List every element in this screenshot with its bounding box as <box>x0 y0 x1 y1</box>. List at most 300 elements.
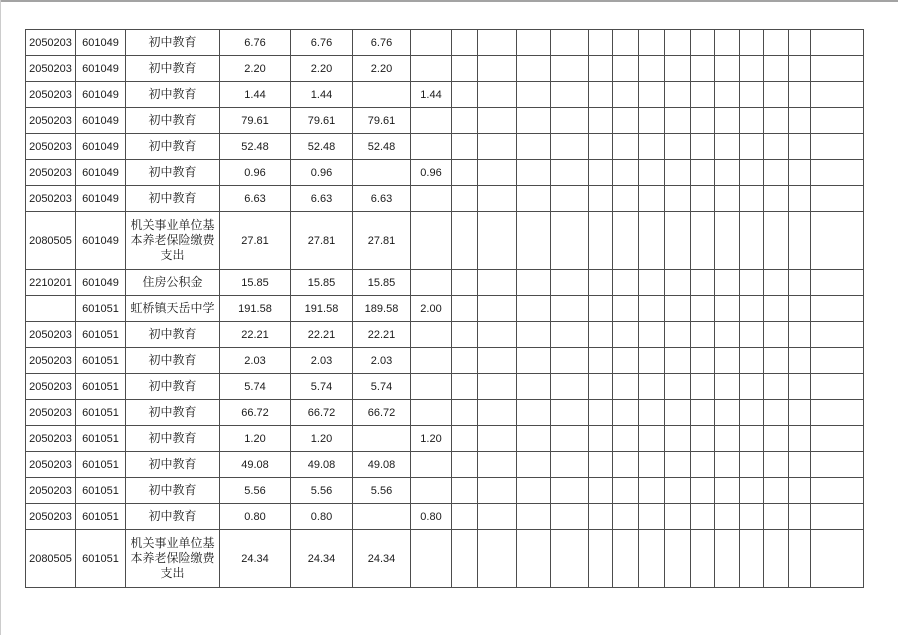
table-cell <box>411 134 452 160</box>
table-cell <box>452 270 478 296</box>
table-cell <box>811 374 864 400</box>
table-cell <box>613 134 639 160</box>
table-cell <box>478 374 517 400</box>
table-cell <box>589 56 613 82</box>
table-cell <box>715 452 740 478</box>
table-cell <box>691 212 715 270</box>
table-cell: 2.03 <box>220 348 291 374</box>
table-cell <box>740 56 764 82</box>
table-cell <box>715 212 740 270</box>
table-cell <box>517 322 551 348</box>
table-cell: 初中教育 <box>126 56 220 82</box>
table-cell <box>517 160 551 186</box>
table-cell: 初中教育 <box>126 82 220 108</box>
table-row <box>26 296 864 322</box>
table-cell <box>764 160 789 186</box>
table-cell <box>517 186 551 212</box>
table-cell: 6.76 <box>291 30 353 56</box>
table-cell: 5.56 <box>353 478 411 504</box>
table-cell <box>411 322 452 348</box>
table-cell <box>478 478 517 504</box>
table-cell <box>613 426 639 452</box>
table-cell <box>691 186 715 212</box>
table-cell <box>551 400 589 426</box>
table-cell: 2050203 <box>26 30 76 56</box>
table-cell <box>452 452 478 478</box>
table-cell: 601051 <box>76 322 126 348</box>
table-cell <box>691 322 715 348</box>
table-cell <box>691 56 715 82</box>
table-cell <box>691 296 715 322</box>
table-row <box>26 82 864 108</box>
table-cell <box>789 426 811 452</box>
table-row <box>26 56 864 82</box>
table-cell: 79.61 <box>353 108 411 134</box>
table-cell <box>517 82 551 108</box>
table-cell <box>740 134 764 160</box>
table-cell: 2050203 <box>26 108 76 134</box>
table-cell: 27.81 <box>220 212 291 270</box>
table-cell <box>639 374 665 400</box>
table-cell <box>551 82 589 108</box>
table-cell: 初中教育 <box>126 504 220 530</box>
table-cell <box>589 134 613 160</box>
table-cell: 5.56 <box>291 478 353 504</box>
table-cell <box>715 134 740 160</box>
table-cell <box>517 212 551 270</box>
table-cell <box>639 56 665 82</box>
table-cell <box>589 452 613 478</box>
table-cell <box>811 56 864 82</box>
table-cell: 0.96 <box>291 160 353 186</box>
table-cell <box>740 186 764 212</box>
table-cell: 2.20 <box>291 56 353 82</box>
table-cell <box>811 30 864 56</box>
table-cell <box>551 296 589 322</box>
table-cell <box>517 296 551 322</box>
table-cell <box>740 452 764 478</box>
table-cell <box>517 400 551 426</box>
table-cell: 2050203 <box>26 504 76 530</box>
table-cell: 601051 <box>76 426 126 452</box>
table-cell <box>551 452 589 478</box>
table-cell <box>715 348 740 374</box>
table-cell <box>639 504 665 530</box>
table-cell: 22.21 <box>220 322 291 348</box>
table-cell <box>715 160 740 186</box>
table-cell <box>789 270 811 296</box>
table-row <box>26 504 864 530</box>
table-cell <box>452 56 478 82</box>
table-cell <box>764 108 789 134</box>
table-cell <box>517 452 551 478</box>
table-cell <box>639 186 665 212</box>
table-cell: 601049 <box>76 134 126 160</box>
table-cell <box>517 374 551 400</box>
table-cell <box>517 426 551 452</box>
table-cell <box>411 400 452 426</box>
table-row <box>26 186 864 212</box>
table-cell <box>589 374 613 400</box>
table-cell <box>589 400 613 426</box>
table-cell <box>691 82 715 108</box>
table-cell <box>715 108 740 134</box>
table-cell <box>764 134 789 160</box>
table-cell <box>789 530 811 588</box>
table-cell: 5.74 <box>353 374 411 400</box>
table-cell <box>452 504 478 530</box>
table-cell <box>613 82 639 108</box>
table-cell: 15.85 <box>353 270 411 296</box>
table-cell <box>691 30 715 56</box>
table-cell <box>789 212 811 270</box>
table-cell <box>740 322 764 348</box>
table-cell <box>740 426 764 452</box>
table-cell <box>691 504 715 530</box>
table-cell <box>589 322 613 348</box>
table-cell <box>478 108 517 134</box>
table-cell: 2050203 <box>26 186 76 212</box>
table-cell <box>452 296 478 322</box>
table-cell <box>613 212 639 270</box>
table-cell <box>764 348 789 374</box>
table-cell <box>740 30 764 56</box>
table-cell: 601051 <box>76 348 126 374</box>
table-cell <box>811 452 864 478</box>
table-cell <box>665 322 691 348</box>
table-cell <box>789 160 811 186</box>
table-cell <box>764 56 789 82</box>
table-cell: 49.08 <box>220 452 291 478</box>
table-cell <box>639 348 665 374</box>
table-cell <box>551 212 589 270</box>
table-cell <box>26 296 76 322</box>
table-cell: 27.81 <box>353 212 411 270</box>
table-cell <box>811 186 864 212</box>
table-cell <box>789 296 811 322</box>
table-cell <box>764 400 789 426</box>
table-cell: 49.08 <box>291 452 353 478</box>
table-cell <box>551 530 589 588</box>
table-cell: 601051 <box>76 452 126 478</box>
table-cell: 6.63 <box>220 186 291 212</box>
table-row <box>26 374 864 400</box>
table-cell: 2210201 <box>26 270 76 296</box>
table-row <box>26 530 864 588</box>
table-cell <box>764 426 789 452</box>
table-cell <box>691 108 715 134</box>
table-cell <box>411 186 452 212</box>
table-cell <box>715 530 740 588</box>
table-cell <box>452 134 478 160</box>
table-cell <box>740 348 764 374</box>
table-cell <box>613 108 639 134</box>
table-cell: 601049 <box>76 270 126 296</box>
table-cell <box>639 212 665 270</box>
table-cell <box>740 400 764 426</box>
table-cell <box>691 530 715 588</box>
table-cell <box>517 348 551 374</box>
table-cell <box>353 160 411 186</box>
table-cell <box>411 452 452 478</box>
table-cell <box>665 186 691 212</box>
table-cell: 52.48 <box>291 134 353 160</box>
table-cell <box>691 452 715 478</box>
table-cell <box>811 426 864 452</box>
table-cell: 2050203 <box>26 56 76 82</box>
table-cell <box>639 296 665 322</box>
table-cell: 2050203 <box>26 160 76 186</box>
table-row <box>26 270 864 296</box>
table-row <box>26 452 864 478</box>
table-row <box>26 30 864 56</box>
table-cell <box>589 212 613 270</box>
table-cell: 27.81 <box>291 212 353 270</box>
table-cell: 5.74 <box>220 374 291 400</box>
table-cell <box>452 108 478 134</box>
table-cell: 15.85 <box>291 270 353 296</box>
table-cell <box>764 30 789 56</box>
table-cell <box>589 108 613 134</box>
table-cell: 601049 <box>76 56 126 82</box>
table-cell: 初中教育 <box>126 478 220 504</box>
table-cell: 601051 <box>76 374 126 400</box>
table-cell <box>478 348 517 374</box>
table-cell <box>613 296 639 322</box>
table-cell: 初中教育 <box>126 30 220 56</box>
table-row <box>26 400 864 426</box>
table-cell <box>715 374 740 400</box>
table-cell <box>411 530 452 588</box>
table-cell <box>665 504 691 530</box>
table-cell <box>715 296 740 322</box>
table-cell <box>411 56 452 82</box>
table-cell <box>715 322 740 348</box>
table-cell <box>452 160 478 186</box>
table-cell <box>639 322 665 348</box>
table-cell <box>639 160 665 186</box>
table-cell <box>811 348 864 374</box>
table-cell <box>589 160 613 186</box>
table-cell: 601051 <box>76 530 126 588</box>
table-cell <box>478 186 517 212</box>
table-cell: 2050203 <box>26 452 76 478</box>
table-cell <box>764 530 789 588</box>
table-cell <box>764 322 789 348</box>
table-cell <box>613 186 639 212</box>
table-cell <box>478 322 517 348</box>
table-cell <box>740 296 764 322</box>
table-cell: 601051 <box>76 400 126 426</box>
table-cell <box>789 186 811 212</box>
table-cell: 初中教育 <box>126 400 220 426</box>
table-cell: 601049 <box>76 186 126 212</box>
table-cell <box>715 30 740 56</box>
table-cell <box>478 82 517 108</box>
table-cell <box>665 160 691 186</box>
table-cell <box>639 426 665 452</box>
table-cell <box>740 160 764 186</box>
table-cell <box>789 30 811 56</box>
table-cell <box>452 530 478 588</box>
table-cell <box>639 134 665 160</box>
table-cell <box>740 270 764 296</box>
table-cell: 2050203 <box>26 134 76 160</box>
table-cell <box>764 82 789 108</box>
table-row <box>26 322 864 348</box>
table-cell <box>353 82 411 108</box>
table-cell <box>411 108 452 134</box>
table-cell <box>517 56 551 82</box>
table-cell: 1.20 <box>291 426 353 452</box>
table-cell <box>764 504 789 530</box>
table-cell <box>665 30 691 56</box>
table-cell <box>665 296 691 322</box>
table-cell <box>665 134 691 160</box>
table-cell <box>691 134 715 160</box>
table-cell <box>551 426 589 452</box>
table-cell: 66.72 <box>291 400 353 426</box>
table-cell <box>789 478 811 504</box>
table-cell: 2.00 <box>411 296 452 322</box>
table-cell <box>411 270 452 296</box>
table-cell <box>613 400 639 426</box>
table-cell <box>764 270 789 296</box>
table-cell <box>691 426 715 452</box>
table-cell: 52.48 <box>220 134 291 160</box>
table-cell <box>551 348 589 374</box>
table-cell <box>639 108 665 134</box>
table-row <box>26 426 864 452</box>
table-cell: 1.20 <box>411 426 452 452</box>
table-cell <box>665 426 691 452</box>
table-cell <box>811 270 864 296</box>
table-cell: 52.48 <box>353 134 411 160</box>
table-cell <box>478 212 517 270</box>
table-cell <box>789 134 811 160</box>
table-cell: 2050203 <box>26 322 76 348</box>
table-cell: 1.44 <box>291 82 353 108</box>
table-cell <box>478 134 517 160</box>
table-cell <box>551 186 589 212</box>
table-row <box>26 134 864 160</box>
table-cell <box>353 426 411 452</box>
table-cell <box>613 270 639 296</box>
table-cell: 0.80 <box>291 504 353 530</box>
table-cell <box>478 426 517 452</box>
table-cell <box>551 160 589 186</box>
table-cell <box>811 530 864 588</box>
page-left-edge <box>0 0 1 635</box>
table-cell: 6.76 <box>353 30 411 56</box>
table-cell <box>665 478 691 504</box>
table-cell <box>478 452 517 478</box>
table-cell <box>789 322 811 348</box>
table-cell: 2050203 <box>26 348 76 374</box>
table-cell <box>789 400 811 426</box>
table-cell <box>517 478 551 504</box>
table-cell: 5.74 <box>291 374 353 400</box>
table-cell <box>740 212 764 270</box>
table-cell: 2050203 <box>26 426 76 452</box>
table-cell <box>715 400 740 426</box>
table-cell: 79.61 <box>220 108 291 134</box>
table-cell: 初中教育 <box>126 426 220 452</box>
table-cell: 初中教育 <box>126 160 220 186</box>
table-cell: 住房公积金 <box>126 270 220 296</box>
table-cell: 6.63 <box>291 186 353 212</box>
table-cell <box>551 56 589 82</box>
table-cell <box>740 530 764 588</box>
table-cell <box>811 134 864 160</box>
table-cell <box>764 186 789 212</box>
table-cell <box>811 296 864 322</box>
table-cell <box>551 478 589 504</box>
table-cell: 2.03 <box>353 348 411 374</box>
table-cell <box>639 82 665 108</box>
table-cell <box>715 186 740 212</box>
table-cell <box>639 530 665 588</box>
table-cell <box>478 400 517 426</box>
table-cell: 24.34 <box>353 530 411 588</box>
table-cell: 66.72 <box>353 400 411 426</box>
table-cell <box>764 212 789 270</box>
table-cell <box>589 186 613 212</box>
table-cell <box>589 504 613 530</box>
table-cell <box>613 504 639 530</box>
table-cell <box>411 348 452 374</box>
table-cell <box>715 426 740 452</box>
table-cell <box>452 400 478 426</box>
table-cell <box>691 348 715 374</box>
table-cell <box>551 504 589 530</box>
table-cell <box>452 426 478 452</box>
table-cell: 初中教育 <box>126 348 220 374</box>
table-cell <box>452 348 478 374</box>
table-cell <box>764 374 789 400</box>
table-cell: 601049 <box>76 160 126 186</box>
table-cell: 机关事业单位基本养老保险缴费支出 <box>126 530 220 588</box>
table-cell <box>789 56 811 82</box>
table-cell <box>589 270 613 296</box>
table-cell <box>551 374 589 400</box>
table-cell: 2080505 <box>26 530 76 588</box>
table-cell <box>411 478 452 504</box>
table-row <box>26 212 864 270</box>
table-cell: 2.03 <box>291 348 353 374</box>
table-cell: 191.58 <box>220 296 291 322</box>
table-cell <box>715 82 740 108</box>
table-cell: 初中教育 <box>126 108 220 134</box>
table-cell <box>811 504 864 530</box>
table-cell: 601049 <box>76 108 126 134</box>
table-cell: 24.34 <box>220 530 291 588</box>
table-cell <box>665 374 691 400</box>
table-cell: 22.21 <box>291 322 353 348</box>
table-cell: 601049 <box>76 30 126 56</box>
table-cell <box>789 452 811 478</box>
table-cell <box>811 400 864 426</box>
table-cell <box>613 322 639 348</box>
table-cell <box>589 30 613 56</box>
table-cell: 2080505 <box>26 212 76 270</box>
table-cell <box>691 478 715 504</box>
table-cell <box>639 452 665 478</box>
table-cell <box>452 30 478 56</box>
table-cell <box>517 504 551 530</box>
table-cell <box>551 108 589 134</box>
table-cell <box>639 400 665 426</box>
